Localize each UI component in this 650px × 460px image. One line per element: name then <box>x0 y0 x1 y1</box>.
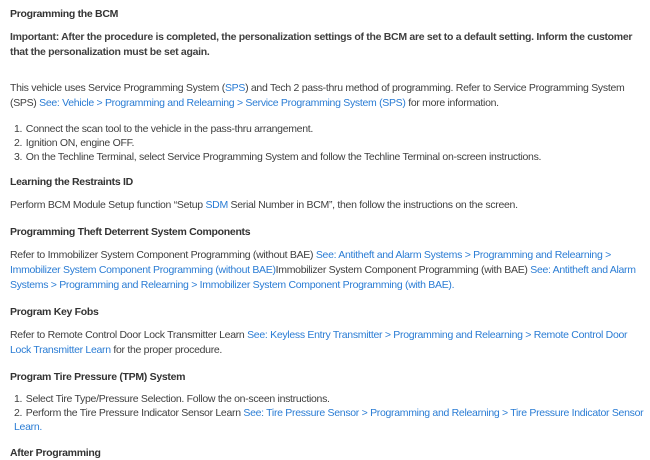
text-segment: Ignition ON, engine OFF. <box>25 136 135 149</box>
paragraph <box>10 328 645 358</box>
paragraph <box>10 248 645 293</box>
text-segment: Serial Number in BCM”, then follow the instructions on the screen. <box>227 199 518 212</box>
doc-link[interactable]: See: Antitheft and Alarm Systems > Programming and Relearning > Immobilizer System Component Programming (with BAE). <box>10 264 636 292</box>
section-heading: Program Tire Pressure (TPM) System <box>10 371 186 384</box>
text-segment: Refer to Immobilizer System Component Programming (without BAE) <box>10 249 316 262</box>
text-segment: Important: After the procedure is completed, the personalization settings of the BCM are set to a default setting. Inform the customer that the personalization must be set again. <box>10 31 633 58</box>
list-item <box>14 393 645 407</box>
important-note <box>10 30 645 60</box>
section-heading: Programming Theft Deterrent System Components <box>10 226 251 239</box>
text-segment: Refer to Remote Control Door Lock Transmitter Learn <box>10 329 248 342</box>
doc-link[interactable]: See: Tire Pressure Sensor > Programming and Relearning > Tire Pressure Indicator Sensor Learn. <box>14 407 644 433</box>
section-heading: Programming the BCM <box>10 8 119 20</box>
list-item <box>14 407 645 435</box>
text-segment: Perform BCM Module Setup function “Setup <box>10 199 206 212</box>
paragraph <box>10 81 645 111</box>
list-item <box>14 137 645 151</box>
section-heading: After Programming <box>10 446 101 459</box>
doc-link[interactable]: See: Vehicle > Programming and Relearning > Service Programming System (SPS) <box>39 97 406 109</box>
text-segment: Perform the Tire Pressure Indicator Sensor Learn <box>25 407 244 420</box>
paragraph <box>10 198 645 213</box>
list-item <box>14 123 645 137</box>
list-marker: 2. <box>14 407 25 420</box>
text-segment: Select Tire Type/Pressure Selection. Follow the on-sceen instructions. <box>25 393 330 406</box>
list-marker: 1. <box>14 123 25 135</box>
section-heading: Program Key Fobs <box>10 306 99 319</box>
list-marker: 1. <box>14 393 25 406</box>
text-segment: On the Techline Terminal, select Service Programming System and follow the Techline Terminal on-screen instructions. <box>25 150 542 163</box>
list-marker: 2. <box>14 136 25 149</box>
doc-link[interactable]: See: Antitheft and Alarm Systems > Programming and Relearning > Immobilizer System Component Programming (without BAE) <box>10 249 611 277</box>
section-heading: Learning the Restraints ID <box>10 176 133 189</box>
text-segment: for more information. <box>405 97 499 109</box>
numbered-list <box>10 393 645 434</box>
numbered-list <box>10 123 645 164</box>
text-segment: Connect the scan tool to the vehicle in the pass-thru arrangement. <box>25 123 313 135</box>
doc-link[interactable]: SDM <box>205 199 228 212</box>
text-segment: for the proper procedure. <box>110 344 223 357</box>
list-marker: 3. <box>14 150 25 163</box>
doc-link[interactable]: SPS <box>224 82 246 94</box>
list-item <box>14 151 645 165</box>
doc-link[interactable]: See: Keyless Entry Transmitter > Programming and Relearning > Remote Control Door Lock Transmitter Learn <box>10 329 628 357</box>
text-segment: Immobilizer System Component Programming (with BAE) <box>275 264 531 277</box>
text-segment: ) and Tech 2 pass-thru method of programming. Refer to Service Programming System (SPS) <box>10 82 625 109</box>
text-segment: This vehicle uses Service Programming System ( <box>10 82 225 94</box>
